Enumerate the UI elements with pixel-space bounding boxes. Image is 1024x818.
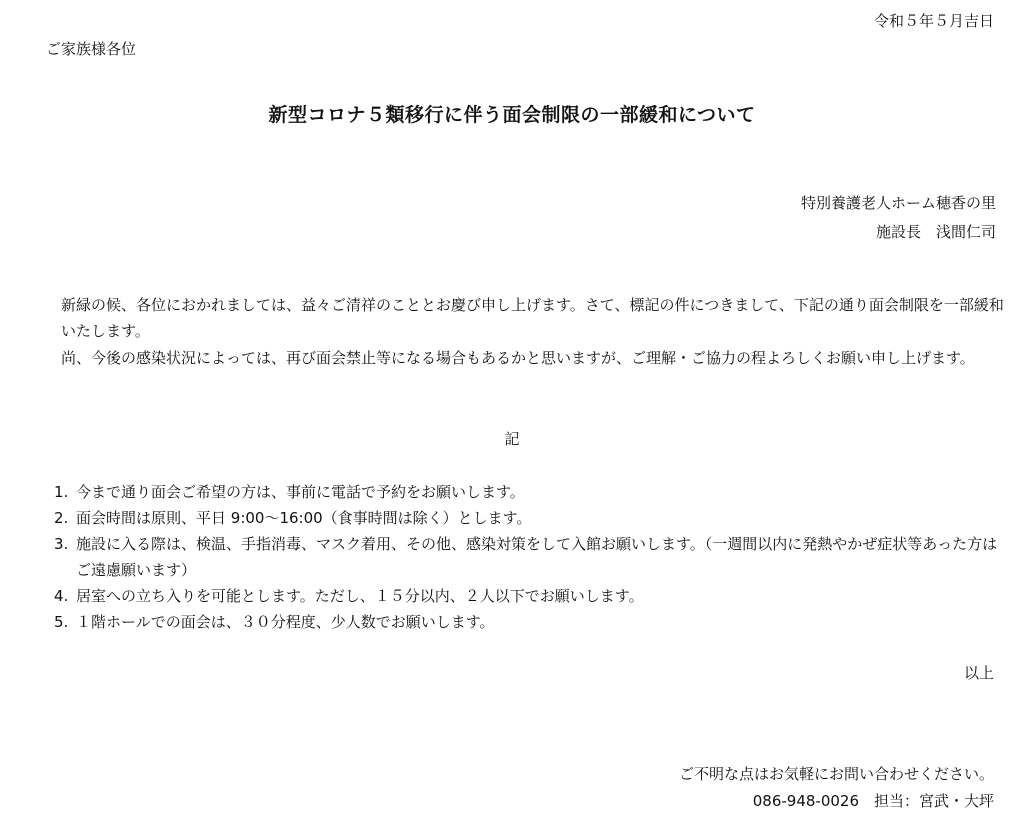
contact-note: ご不明な点はお気軽にお問い合わせください。 bbox=[678, 765, 994, 783]
list-item-text: 居室への立ち入りを可能とします。ただし、１５分以内、２人以下でお願いします。 bbox=[76, 587, 644, 605]
notice-list bbox=[54, 479, 1004, 635]
document-title: 新型コロナ５類移行に伴う面会制限の一部緩和について bbox=[268, 104, 756, 126]
list-item bbox=[54, 583, 1004, 609]
body-paragraph: 尚、今後の感染状況によっては、再び面会禁止等になる場合もあるかと思いますが、ご理解・ご協力の程よろしくお願い申し上げます。 bbox=[61, 349, 975, 367]
ki-heading: 記 bbox=[504, 430, 520, 448]
list-item-number: 4. bbox=[54, 587, 69, 605]
recipient: ご家族様各位 bbox=[46, 40, 137, 58]
closing-mark: 以上 bbox=[963, 664, 994, 682]
list-item-text: 面会時間は原則、平日 9:00～16:00（食事時間は除く）とします。 bbox=[76, 509, 532, 527]
list-item-number: 3. bbox=[54, 535, 69, 553]
list-item bbox=[54, 531, 1004, 583]
organization-name: 特別養護老人ホーム穂香の里 bbox=[800, 194, 996, 212]
document-date: 令和５年５月吉日 bbox=[873, 12, 994, 30]
list-item-number: 5. bbox=[54, 613, 69, 631]
list-item bbox=[54, 505, 1004, 531]
list-item-text: 今まで通り面会ご希望の方は、事前に電話で予約をお願いします。 bbox=[76, 483, 525, 501]
body-paragraph: 新緑の候、各位におかれましては、益々ご清祥のこととお慶び申し上げます。さて、標記の件につきまして、下記の通り面会制限を一部緩和いたします。 bbox=[61, 296, 1004, 340]
list-item-number: 2. bbox=[54, 509, 69, 527]
contact-phone-staff: 086-948-0026 担当：宮武・大坪 bbox=[752, 792, 994, 810]
list-item bbox=[54, 609, 1004, 635]
list-item-text: １階ホールでの面会は、３０分程度、少人数でお願いします。 bbox=[76, 613, 495, 631]
list-item-number: 1. bbox=[54, 483, 69, 501]
director-name: 施設長 浅間仁司 bbox=[875, 223, 996, 241]
list-item-text: 施設に入る際は、検温、手指消毒、マスク着用、その他、感染対策をして入館お願いします。（一週間以内に発熱やかぜ症状等あった方はご遠慮願います） bbox=[76, 535, 998, 579]
list-item bbox=[54, 479, 1004, 505]
